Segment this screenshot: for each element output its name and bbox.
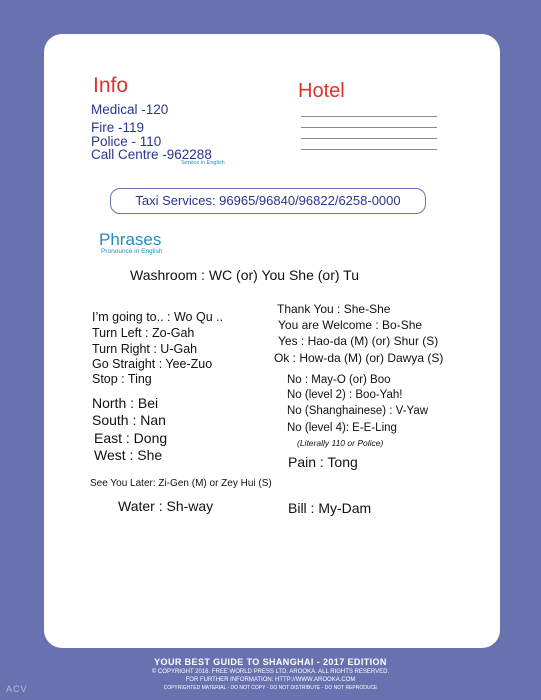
phrase-stop: Stop : Ting [92,372,152,386]
footer-copyright: © COPYRIGHT 2016. FREE WORLD PRESS LTD. AROOKA. ALL RIGHTS RESERVED. [151,669,390,675]
phrase-see-you-later: See You Later: Zi-Gen (M) or Zey Hui (S) [90,478,272,489]
hotel-line [301,138,437,139]
phrase-bill: Bill : My-Dam [288,500,372,516]
phrase-turn-left: Turn Left : Zo-Gah [92,326,195,340]
phrase-east: East : Dong [94,430,168,446]
phrase-pain: Pain : Tong [288,454,358,470]
phrase-no-level-2: No (level 2) : Boo-Yah! [287,389,403,401]
watermark: ACV [6,684,28,694]
phrase-washroom: Washroom : WC (or) You She (or) Tu [130,267,359,283]
phrases-title: Phrases [99,230,162,249]
phrase-ok: Ok : How-da (M) (or) Dawya (S) [274,351,444,365]
content-card [44,34,500,648]
police-number: Police - 110 [91,134,162,149]
phrase-thank-you: Thank You : She-She [277,302,391,316]
phrases-subtitle: Pronounce in English [101,248,163,255]
phrase-no-level-4: No (level 4): E-E-Ling [287,422,397,434]
phrase-go-straight: Go Straight : Yee-Zuo [92,357,213,371]
fire-number: Fire -119 [91,120,145,135]
footer-title: YOUR BEST GUIDE TO SHANGHAI - 2017 EDITION [154,657,387,667]
hotel-title: Hotel [298,80,345,102]
phrase-yes: Yes : Hao-da (M) (or) Shur (S) [278,334,439,348]
info-title: Info [93,74,129,97]
footer-notice: COPYRIGHTED MATERIAL - DO NOT COPY - DO NOT DISTRIBUTE - DO NOT REPRODUCE [163,685,378,691]
medical-number: Medical -120 [91,102,169,117]
phrase-you-are-welcome: You are Welcome : Bo-She [278,318,423,332]
phrase-turn-right: Turn Right : U-Gah [92,342,198,356]
footer-info: FOR FURTHER INFORMATION: HTTP://WWW.AROOKA.COM [185,677,356,683]
phrase-south: South : Nan [92,412,166,428]
phrase-west: West : She [94,447,163,463]
phrase-no-shanghainese: No (Shanghainese) : V-Yaw [287,405,429,417]
hotel-line [301,127,437,128]
call-centre-number: Call Centre -962288 [91,147,212,162]
literally-note: (Literally 110 or Police) [297,438,384,448]
phrase-going-to: I’m going to.. : Wo Qu .. [92,310,224,324]
phrase-north: North : Bei [92,395,159,411]
service-note: Service in English [181,160,225,166]
hotel-line [301,116,437,117]
taxi-services-box: Taxi Services: 96965/96840/96822/6258-0000 [110,188,426,214]
phrase-water: Water : Sh-way [118,498,214,514]
hotel-line [301,149,437,150]
phrase-no: No : May-O (or) Boo [287,374,391,386]
